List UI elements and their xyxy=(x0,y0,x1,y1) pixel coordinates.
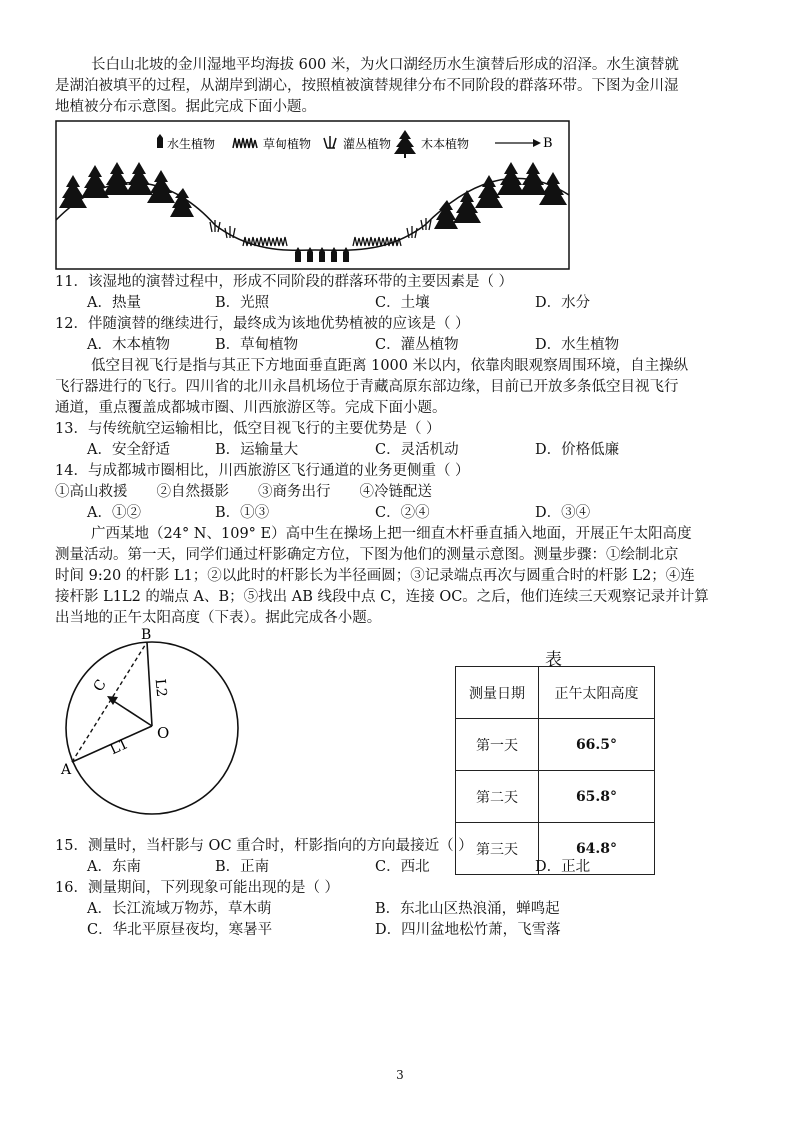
q16-option-d[interactable]: D．四川盆地松竹萧，飞雪落 xyxy=(375,922,561,938)
q14-items: ①高山救援 ②自然摄影 ③商务出行 ④冷链配送 xyxy=(55,484,432,500)
passage-3-line: 时间 9:20 的杆影 L1；②以此时的杆影长为半径画圆；③记录端点再次与圆重合时的杆影 L2；④连 xyxy=(55,568,695,584)
passage-2-line: 低空目视飞行是指与其正下方地面垂直距离 1000 米以内，依靠肉眼观察周围环境，自主操纵 xyxy=(91,358,689,374)
wetland-diagram xyxy=(55,120,570,270)
passage-3-line: 接杆影 L1L2 的端点 A、B；⑤找出 AB 线段中点 C，连接 OC。之后，他们连续三天观察记录并计算 xyxy=(55,589,709,605)
label-l1: L1 xyxy=(107,736,131,759)
q12-option-d[interactable]: D．水生植物 xyxy=(535,337,620,353)
legend-shrub: 灌丛植物 xyxy=(343,137,392,151)
q14-option-b[interactable]: B．①③ xyxy=(215,505,270,521)
shadow-circle xyxy=(66,642,238,814)
table-header: 测量日期 xyxy=(456,667,539,719)
table-header-row xyxy=(456,667,655,719)
table-cell: 64.8° xyxy=(539,823,655,875)
passage-1 xyxy=(55,55,755,118)
question-15: 15．测量时，当杆影与 OC 重合时，杆影指向的方向最接近（ ） xyxy=(55,838,473,854)
label-o: O xyxy=(157,724,170,742)
shadow-circle-diagram xyxy=(55,628,255,828)
table-row xyxy=(456,719,655,771)
passage-1-line: 是湖泊被填平的过程，从湖岸到湖心，按照植被演替规律分布不同阶段的群落环带。下图为金川湿 xyxy=(55,78,679,94)
q11-option-a[interactable]: A．热量 xyxy=(87,295,141,311)
table-cell: 第一天 xyxy=(456,719,539,771)
passage-1-line: 地植被分布示意图。据此完成下面小题。 xyxy=(55,99,316,115)
q15-option-a[interactable]: A．东南 xyxy=(87,859,141,875)
q16-option-b[interactable]: B．东北山区热浪涌，蝉鸣起 xyxy=(375,901,560,917)
q15-option-c[interactable]: C．西北 xyxy=(375,859,430,875)
passage-3-line: 测量活动。第一天，同学们通过杆影确定方位，下图为他们的测量示意图。测量步骤：①绘制北京 xyxy=(55,547,679,563)
direction-label-b: B xyxy=(543,136,553,151)
passage-3-line: 出当地的正午太阳高度（下表）。据此完成各小题。 xyxy=(55,610,382,626)
q13-option-d[interactable]: D．价格低廉 xyxy=(535,442,620,458)
q14-option-c[interactable]: C．②④ xyxy=(375,505,430,521)
question-12: 12．伴随演替的继续进行，最终成为该地优势植被的应该是（ ） xyxy=(55,316,470,332)
wetland-vegetation-figure xyxy=(55,120,570,270)
page-number: 3 xyxy=(396,1068,404,1082)
legend-meadow: 草甸植物 xyxy=(263,137,312,151)
q11-option-b[interactable]: B．光照 xyxy=(215,295,270,311)
table-cell: 65.8° xyxy=(539,771,655,823)
q11-option-c[interactable]: C．土壤 xyxy=(375,295,430,311)
q16-option-a[interactable]: A．长江流域万物苏，草木萌 xyxy=(87,901,272,917)
passage-2 xyxy=(55,356,755,419)
q12-option-a[interactable]: A．木本植物 xyxy=(87,337,170,353)
q16-option-c[interactable]: C．华北平原昼夜均，寒暑平 xyxy=(87,922,273,938)
q13-option-a[interactable]: A．安全舒适 xyxy=(87,442,170,458)
table-cell: 第二天 xyxy=(456,771,539,823)
passage-1-line: 长白山北坡的金川湿地平均海拔 600 米，为火口湖经历水生演替后形成的沼泽。水生演替就 xyxy=(91,57,679,73)
q12-option-c[interactable]: C．灌丛植物 xyxy=(375,337,459,353)
table-caption: 表 xyxy=(545,650,562,670)
question-16: 16．测量期间，下列现象可能出现的是（ ） xyxy=(55,880,340,896)
passage-2-line: 飞行器进行的飞行。四川省的北川永昌机场位于青藏高原东部边缘，目前已开放多条低空目视飞行 xyxy=(55,379,679,395)
shadow-circle-figure xyxy=(55,628,255,828)
q13-option-c[interactable]: C．灵活机动 xyxy=(375,442,459,458)
q12-option-b[interactable]: B．草甸植物 xyxy=(215,337,299,353)
solar-height-table xyxy=(455,666,655,875)
shadow-l2 xyxy=(147,642,152,726)
q13-option-b[interactable]: B．运输量大 xyxy=(215,442,299,458)
label-l2: L2 xyxy=(151,678,170,698)
passage-3-line: 广西某地（24° N、109° E）高中生在操场上把一细直木杆垂直插入地面，开展正午太阳高度 xyxy=(91,526,692,542)
passage-2-line: 通道，重点覆盖成都城市圈、川西旅游区等。完成下面小题。 xyxy=(55,400,447,416)
label-a: A xyxy=(61,762,72,778)
q15-option-d[interactable]: D．正北 xyxy=(535,859,591,875)
passage-3 xyxy=(55,524,755,629)
solar-height-table-grid xyxy=(455,666,655,875)
table-header: 正午太阳高度 xyxy=(539,667,655,719)
question-14: 14．与成都城市圈相比，川西旅游区飞行通道的业务更侧重（ ） xyxy=(55,463,470,479)
q15-option-b[interactable]: B．正南 xyxy=(215,859,270,875)
legend-woody: 木本植物 xyxy=(421,137,470,151)
q14-option-d[interactable]: D．③④ xyxy=(535,505,591,521)
table-row xyxy=(456,771,655,823)
q11-option-d[interactable]: D．水分 xyxy=(535,295,591,311)
label-c: C xyxy=(90,676,110,695)
table-cell: 66.5° xyxy=(539,719,655,771)
table-cell: 第三天 xyxy=(456,823,539,875)
segment-oc xyxy=(112,700,152,726)
q14-option-a[interactable]: A．①② xyxy=(87,505,141,521)
legend-aquatic: 水生植物 xyxy=(167,137,216,151)
question-13: 13．与传统航空运输相比，低空目视飞行的主要优势是（ ） xyxy=(55,421,441,437)
label-b: B xyxy=(141,628,152,643)
question-11: 11．该湿地的演替过程中，形成不同阶段的群落环带的主要因素是（ ） xyxy=(55,274,514,290)
